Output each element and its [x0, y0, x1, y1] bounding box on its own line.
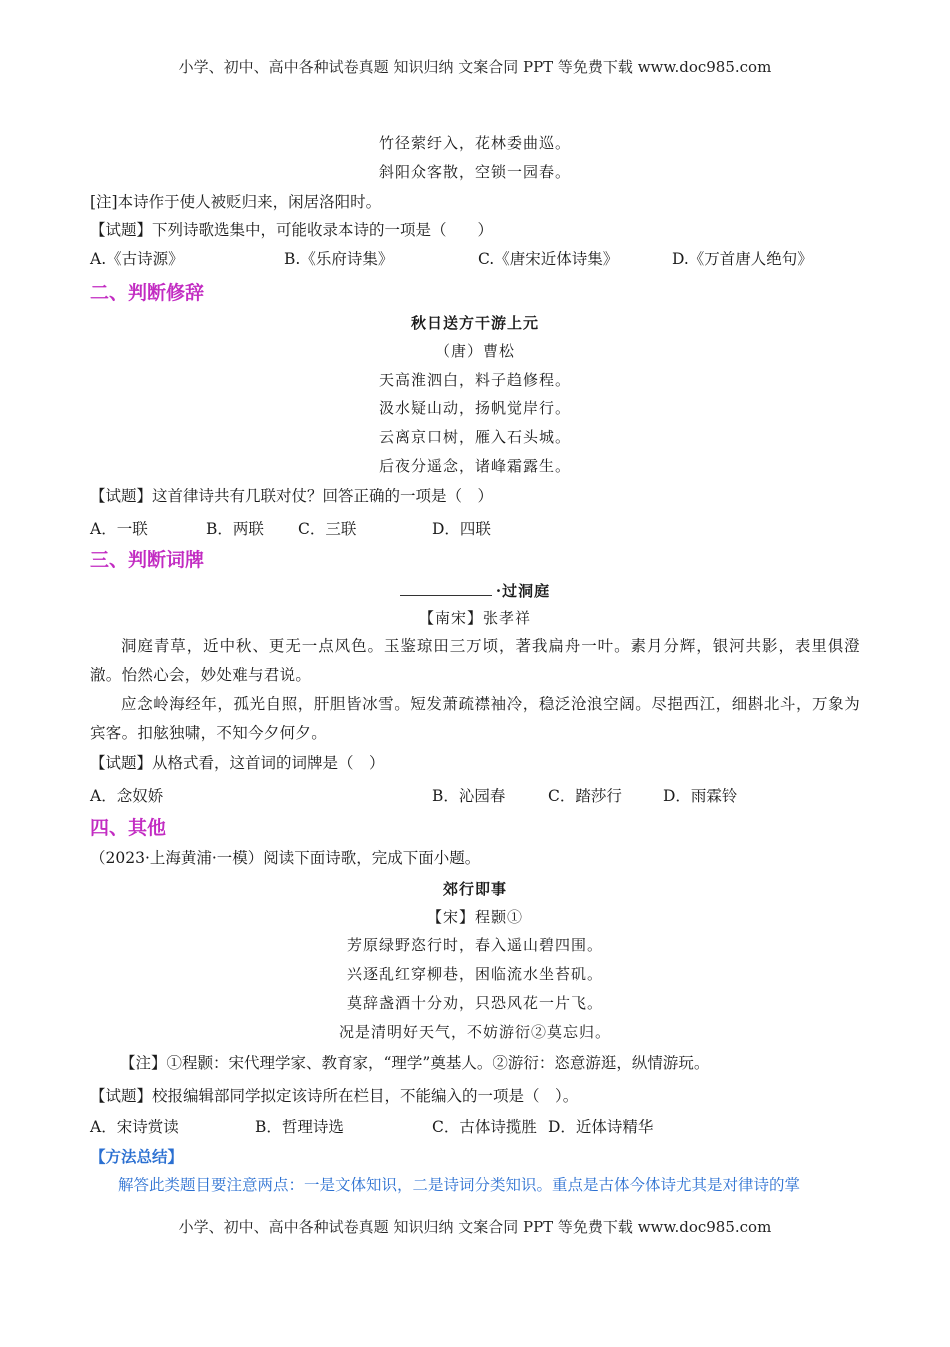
ci-title	[0, 580, 950, 601]
page-header: 小学、初中、高中各种试卷真题 知识归纳 文案合同 PPT 等免费下载 www.doc985.com	[178, 58, 772, 76]
poem-line: 芳原绿野恣行时，春入遥山碧四围。	[346, 936, 603, 954]
option-b: B.《乐府诗集》	[284, 250, 394, 268]
option-d: D．四联	[432, 520, 491, 538]
method-heading: 【方法总结】	[90, 1148, 184, 1166]
option-d: D．雨霖铃	[663, 787, 738, 805]
poem-line: 汲水疑山动，扬帆觉岸行。	[378, 399, 571, 417]
question: 【试题】从格式看，这首词的词牌是（ ）	[90, 754, 385, 772]
question: 【试题】校报编辑部同学拟定该诗所在栏目，不能编入的一项是（ ）。	[90, 1087, 579, 1105]
option-a: A．宋诗赏读	[90, 1118, 179, 1136]
poem-line: 竹径萦纡入，花林委曲巡。	[378, 134, 571, 152]
poem-note: 【注】①程颢：宋代理学家、教育家，“理学”奠基人。②游衍：恣意游逛，纵情游玩。	[120, 1054, 710, 1072]
option-c: C.《唐宋近体诗集》	[478, 250, 619, 268]
poem-line: 后夜分遥念，诸峰霜露生。	[378, 457, 571, 475]
poem-line: 莫辞盏酒十分劝，只恐风花一片飞。	[346, 994, 603, 1012]
poem-line: 天高淮泗白，料子趋修程。	[378, 371, 571, 389]
section-heading: 三、判断词牌	[90, 549, 205, 571]
option-b: B．沁园春	[432, 787, 506, 805]
poem-line: 斜阳众客散，空锁一园春。	[378, 163, 571, 181]
poem-line: 况是清明好天气，不妨游衍②莫忘归。	[338, 1023, 611, 1041]
page-footer: 小学、初中、高中各种试卷真题 知识归纳 文案合同 PPT 等免费下载 www.doc985.com	[178, 1218, 772, 1236]
poem-author: （唐）曹松	[434, 342, 515, 360]
ci-paragraph: 洞庭青草，近中秋、更无一点风色。玉鉴琼田三万顷，著我扁舟一叶。素月分辉，银河共影，表里俱澄澈。怡然心会，妙处难与君说。	[90, 637, 860, 684]
option-d: D.《万首唐人绝句》	[672, 250, 813, 268]
poem-title: 郊行即事	[442, 880, 507, 898]
option-a: A．念奴娇	[90, 787, 164, 805]
poem-line: 云离京口树，雁入石头城。	[378, 428, 571, 446]
source-line: （2023·上海黄浦·一模）阅读下面诗歌，完成下面小题。	[90, 849, 481, 867]
ci-author: 【南宋】张孝祥	[418, 609, 531, 627]
section-heading: 二、判断修辞	[90, 282, 205, 304]
option-a: A.《古诗源》	[90, 250, 184, 268]
option-c: C．三联	[298, 520, 357, 538]
option-d: D．近体诗精华	[548, 1118, 654, 1136]
option-a: A．一联	[90, 520, 148, 538]
poem-line: 兴逐乱红穿柳巷，困临流水坐苔矶。	[346, 965, 603, 983]
option-b: B．哲理诗选	[255, 1118, 344, 1136]
question: 【试题】下列诗歌选集中，可能收录本诗的一项是（ ）	[90, 221, 494, 239]
question: 【试题】这首律诗共有几联对仗？回答正确的一项是（ ）	[90, 487, 494, 505]
ci-title-text: ·过洞庭	[495, 582, 551, 600]
method-text: 解答此类题目要注意两点：一是文体知识，二是诗词分类知识。重点是古体今体诗尤其是对律诗的掌	[118, 1176, 801, 1194]
poem-note: [注]本诗作于使人被贬归来，闲居洛阳时。	[90, 193, 382, 211]
ci-paragraph: 应念岭海经年，孤光自照，肝胆皆冰雪。短发萧疏襟袖冷，稳泛沧浪空阔。尽挹西江，细斟北斗，万象为宾客。扣舷独啸，不知今夕何夕。	[90, 695, 860, 742]
cipai-blank	[400, 583, 492, 596]
poem-title: 秋日送方干游上元	[410, 314, 539, 332]
section-heading: 四、其他	[90, 817, 167, 839]
poem-author: 【宋】程颢①	[426, 908, 523, 926]
option-c: C．古体诗揽胜	[432, 1118, 537, 1136]
option-c: C．踏莎行	[548, 787, 622, 805]
option-b: B．两联	[206, 520, 264, 538]
